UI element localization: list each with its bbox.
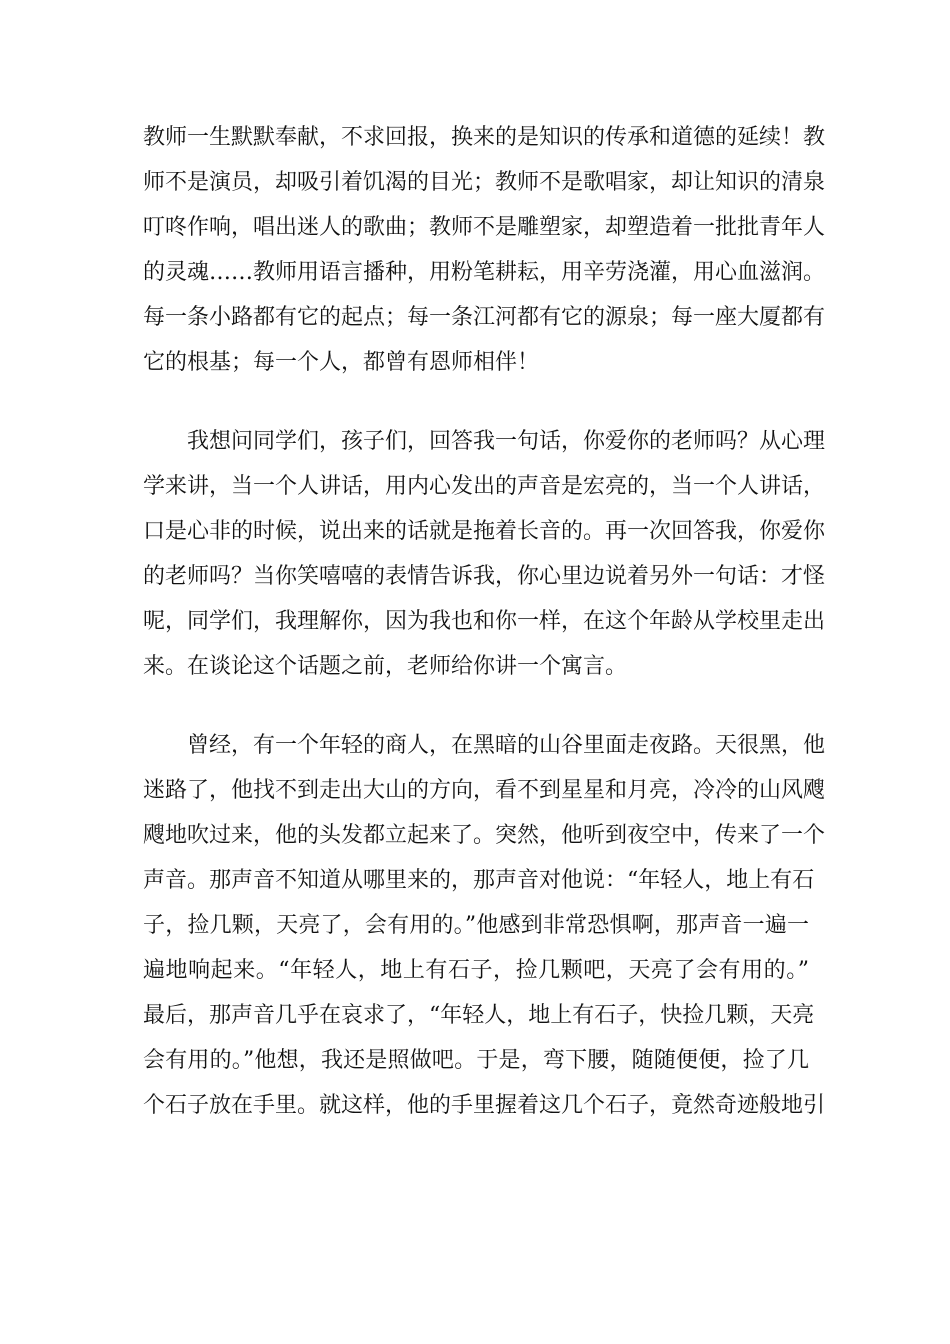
text-line: 每一条小路都有它的起点；每一条江河都有它的源泉；每一座大厦都有 bbox=[143, 305, 826, 330]
paragraph-3 bbox=[143, 723, 826, 1128]
text-line: 教师一生默默奉献，不求回报，换来的是知识的传承和道德的延续！教 bbox=[143, 125, 826, 150]
text-line: 迷路了，他找不到走出大山的方向，看不到星星和月亮，冷冷的山风飕 bbox=[143, 778, 826, 803]
text-line: 的老师吗？当你笑嘻嘻的表情告诉我，你心里边说着另外一句话：才怪 bbox=[143, 564, 826, 589]
text-line: 呢，同学们，我理解你，因为我也和你一样，在这个年龄从学校里走出 bbox=[143, 609, 826, 634]
text-line: 学来讲，当一个人讲话，用内心发出的声音是宏亮的，当一个人讲话， bbox=[143, 474, 826, 499]
text-line: 来。在谈论这个话题之前，老师给你讲一个寓言。 bbox=[143, 654, 628, 679]
text-line: 口是心非的时候，说出来的话就是拖着长音的。再一次回答我，你爱你 bbox=[143, 519, 826, 544]
body-text bbox=[143, 115, 826, 1162]
text-line: 会有用的。”他想，我还是照做吧。于是，弯下腰，随随便便，捡了几 bbox=[143, 1048, 809, 1073]
text-line: 子，捡几颗，天亮了，会有用的。”他感到非常恐惧啊，那声音一遍一 bbox=[143, 913, 809, 938]
text-line: 它的根基；每一个人，都曾有恩师相伴！ bbox=[143, 350, 540, 375]
text-line: 叮咚作响，唱出迷人的歌曲；教师不是雕塑家，却塑造着一批批青年人 bbox=[143, 215, 826, 240]
paragraph-2 bbox=[143, 419, 826, 689]
text-line: 声音。那声音不知道从哪里来的，那声音对他说：“年轻人，地上有石 bbox=[143, 868, 815, 893]
text-line: 飕地吹过来，他的头发都立起来了。突然，他听到夜空中，传来了一个 bbox=[143, 823, 826, 848]
text-line: 遍地响起来。“年轻人，地上有石子，捡几颗吧，天亮了会有用的。” bbox=[143, 958, 809, 983]
text-line: 曾经，有一个年轻的商人，在黑暗的山谷里面走夜路。天很黑，他 bbox=[143, 733, 826, 758]
text-line: 个石子放在手里。就这样，他的手里握着这几个石子，竟然奇迹般地引 bbox=[143, 1093, 826, 1118]
text-line: 的灵魂……教师用语言播种，用粉笔耕耘，用辛劳浇灌，用心血滋润。 bbox=[143, 260, 826, 285]
text-line: 我想问同学们，孩子们，回答我一句话，你爱你的老师吗？从心理 bbox=[143, 429, 826, 454]
text-line: 最后，那声音几乎在哀求了，“年轻人，地上有石子，快捡几颗，天亮 bbox=[143, 1003, 815, 1028]
text-line: 师不是演员，却吸引着饥渴的目光；教师不是歌唱家，却让知识的清泉 bbox=[143, 170, 826, 195]
paragraph-1 bbox=[143, 115, 826, 385]
